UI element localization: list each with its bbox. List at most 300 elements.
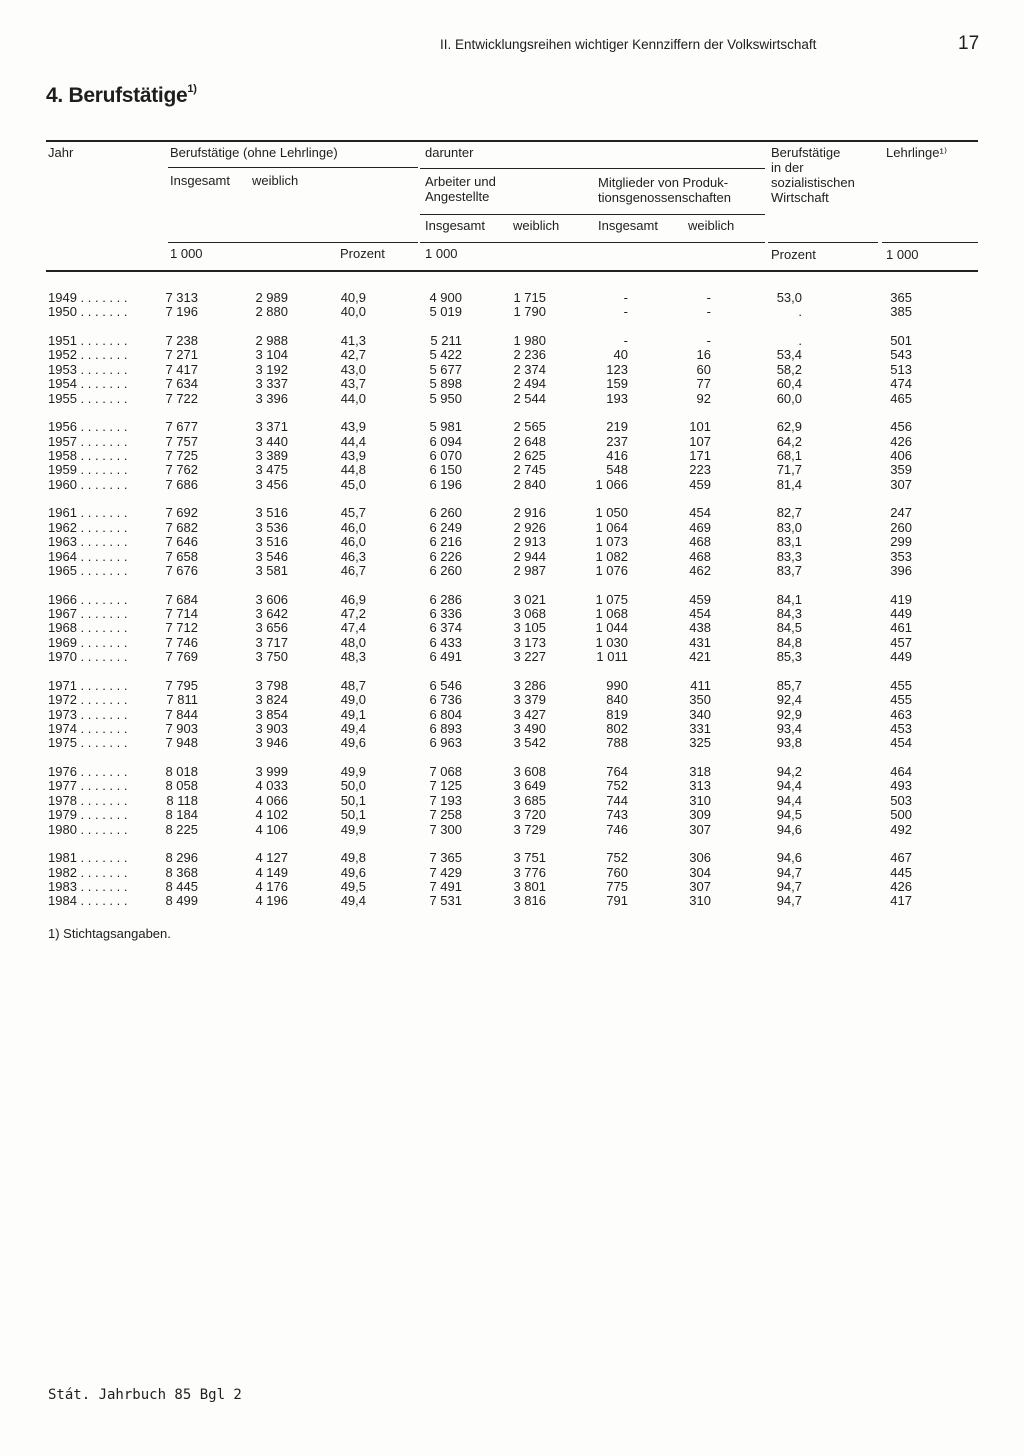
- cell-weiblich-prozent: 46,3: [340, 548, 366, 564]
- table-row: [0, 707, 1024, 722]
- table-row: [0, 865, 1024, 880]
- cell-berufstaetige-weiblich: 4 127: [255, 850, 288, 866]
- cell-lehrlinge: 455: [890, 692, 912, 708]
- cell-weiblich-prozent: 41,3: [340, 333, 366, 348]
- table-row: [0, 735, 1024, 750]
- cell-year: 1960 . . . . . . .: [48, 476, 128, 492]
- cell-mitglieder-weiblich: 421: [689, 649, 711, 665]
- cell-mitglieder-insgesamt: 1 011: [596, 649, 628, 665]
- cell-weiblich-prozent: 43,7: [340, 376, 366, 392]
- cell-mitglieder-weiblich: 325: [689, 735, 711, 751]
- unit-prozent-a: Prozent: [340, 246, 385, 261]
- table-row: [0, 419, 1024, 434]
- cell-arbeiter-weiblich: 2 913: [513, 534, 546, 550]
- cell-mitglieder-weiblich: 468: [689, 534, 711, 550]
- table-row: [0, 434, 1024, 449]
- cell-arbeiter-insgesamt: 7 429: [429, 864, 462, 880]
- cell-berufstaetige-weiblich: 2 989: [255, 290, 288, 305]
- cell-weiblich-prozent: 44,8: [340, 462, 366, 478]
- cell-weiblich-prozent: 48,7: [340, 677, 366, 693]
- cell-berufstaetige-insgesamt: 8 184: [165, 807, 198, 823]
- table-row: [0, 563, 1024, 578]
- title-footnote-marker: 1): [187, 83, 197, 95]
- cell-mitglieder-weiblich: 313: [689, 778, 711, 794]
- cell-year: 1974 . . . . . . .: [48, 721, 128, 736]
- unit-1000-b: 1 000: [425, 246, 458, 261]
- cell-mitglieder-weiblich: 468: [689, 548, 711, 564]
- cell-mitglieder-insgesamt: 760: [606, 864, 628, 880]
- cell-lehrlinge: 359: [890, 462, 912, 478]
- cell-sozialistisch-prozent: .: [798, 333, 802, 348]
- cell-mitglieder-insgesamt: 775: [606, 879, 628, 894]
- cell-mitglieder-insgesamt: 416: [606, 448, 628, 463]
- table-row: [0, 549, 1024, 564]
- table-row: [0, 376, 1024, 391]
- cell-berufstaetige-weiblich: 2 988: [255, 333, 288, 348]
- cell-lehrlinge: 455: [890, 677, 912, 693]
- cell-berufstaetige-insgesamt: 8 368: [165, 864, 198, 880]
- cell-berufstaetige-weiblich: 3 854: [255, 706, 288, 722]
- cell-weiblich-prozent: 43,9: [340, 448, 366, 463]
- table-row: [0, 290, 1024, 305]
- cell-berufstaetige-weiblich: 3 903: [255, 721, 288, 736]
- cell-arbeiter-insgesamt: 6 963: [429, 735, 462, 751]
- cell-mitglieder-weiblich: 310: [689, 893, 711, 909]
- cell-sozialistisch-prozent: 83,1: [776, 534, 802, 550]
- cell-arbeiter-weiblich: 2 840: [513, 476, 546, 492]
- cell-arbeiter-weiblich: 3 379: [513, 692, 546, 708]
- cell-berufstaetige-weiblich: 4 196: [255, 893, 288, 909]
- cell-mitglieder-insgesamt: 744: [606, 792, 628, 808]
- cell-berufstaetige-weiblich: 3 642: [255, 606, 288, 621]
- cell-lehrlinge: 247: [890, 505, 912, 521]
- cell-lehrlinge: 464: [890, 764, 912, 779]
- cell-sozialistisch-prozent: 53,4: [776, 347, 802, 363]
- cell-arbeiter-insgesamt: 7 068: [429, 764, 462, 779]
- cell-berufstaetige-weiblich: 3 999: [255, 764, 288, 779]
- rule-unit-c: [768, 242, 878, 243]
- cell-mitglieder-weiblich: 431: [689, 634, 711, 650]
- cell-berufstaetige-insgesamt: 7 844: [165, 706, 198, 722]
- cell-arbeiter-weiblich: 2 565: [513, 419, 546, 435]
- cell-berufstaetige-weiblich: 3 516: [255, 505, 288, 521]
- cell-year: 1954 . . . . . . .: [48, 376, 128, 392]
- cell-sozialistisch-prozent: 53,0: [776, 290, 802, 305]
- cell-year: 1949 . . . . . . .: [48, 290, 128, 305]
- cell-weiblich-prozent: 43,0: [340, 361, 366, 377]
- cell-year: 1951 . . . . . . .: [48, 333, 128, 348]
- table-header-bottom-rule: [46, 270, 978, 272]
- cell-sozialistisch-prozent: 82,7: [776, 505, 802, 521]
- cell-arbeiter-insgesamt: 6 546: [429, 677, 462, 693]
- cell-sozialistisch-prozent: 92,4: [776, 692, 802, 708]
- cell-arbeiter-insgesamt: 6 196: [429, 476, 462, 492]
- table-row: [0, 606, 1024, 621]
- cell-berufstaetige-insgesamt: 7 722: [165, 390, 198, 406]
- cell-mitglieder-insgesamt: 791: [606, 893, 628, 909]
- cell-berufstaetige-weiblich: 4 106: [255, 821, 288, 837]
- cell-year: 1967 . . . . . . .: [48, 606, 128, 621]
- cell-lehrlinge: 461: [890, 620, 912, 636]
- cell-year: 1955 . . . . . . .: [48, 390, 128, 406]
- cell-mitglieder-weiblich: 101: [689, 419, 711, 435]
- cell-lehrlinge: 353: [890, 548, 912, 564]
- cell-berufstaetige-insgesamt: 7 686: [165, 476, 198, 492]
- cell-sozialistisch-prozent: 94,7: [776, 879, 802, 894]
- cell-lehrlinge: 406: [890, 448, 912, 463]
- cell-berufstaetige-insgesamt: 7 948: [165, 735, 198, 751]
- col-header-berufstaetige: Berufstätige (ohne Lehrlinge): [170, 145, 338, 160]
- cell-arbeiter-weiblich: 3 227: [513, 649, 546, 665]
- cell-sozialistisch-prozent: 83,3: [776, 548, 802, 564]
- col-header-jahr: Jahr: [48, 145, 74, 160]
- cell-weiblich-prozent: 49,4: [340, 721, 366, 736]
- cell-lehrlinge: 385: [890, 304, 912, 320]
- table-row: [0, 879, 1024, 894]
- cell-lehrlinge: 503: [890, 792, 912, 808]
- cell-arbeiter-insgesamt: 5 981: [429, 419, 462, 435]
- cell-arbeiter-weiblich: 1 715: [513, 290, 546, 305]
- cell-lehrlinge: 474: [890, 376, 912, 392]
- cell-lehrlinge: 426: [890, 433, 912, 449]
- cell-berufstaetige-insgesamt: 7 746: [165, 634, 198, 650]
- cell-mitglieder-insgesamt: 1 075: [595, 591, 628, 607]
- cell-sozialistisch-prozent: 83,7: [776, 563, 802, 578]
- cell-sozialistisch-prozent: 94,6: [776, 821, 802, 837]
- cell-berufstaetige-insgesamt: 7 757: [165, 433, 198, 449]
- cell-mitglieder-weiblich: 16: [696, 347, 711, 363]
- cell-berufstaetige-insgesamt: 8 499: [165, 893, 198, 909]
- cell-mitglieder-weiblich: 307: [689, 879, 711, 894]
- cell-arbeiter-weiblich: 2 944: [513, 548, 546, 564]
- table-row: [0, 477, 1024, 492]
- cell-arbeiter-insgesamt: 6 260: [429, 563, 462, 578]
- cell-mitglieder-insgesamt: 746: [606, 821, 628, 837]
- cell-arbeiter-weiblich: 3 685: [513, 792, 546, 808]
- cell-mitglieder-insgesamt: -: [623, 304, 628, 320]
- cell-arbeiter-weiblich: 2 648: [513, 433, 546, 449]
- cell-berufstaetige-weiblich: 3 371: [255, 419, 288, 435]
- cell-lehrlinge: 454: [890, 735, 912, 751]
- cell-mitglieder-insgesamt: -: [623, 333, 628, 348]
- cell-sozialistisch-prozent: 71,7: [776, 462, 802, 478]
- cell-mitglieder-insgesamt: 1 076: [595, 563, 628, 578]
- footnote: 1) Stichtagsangaben.: [48, 926, 171, 941]
- cell-berufstaetige-insgesamt: 8 058: [165, 778, 198, 794]
- cell-weiblich-prozent: 48,3: [340, 649, 366, 665]
- cell-arbeiter-weiblich: 3 427: [513, 706, 546, 722]
- cell-berufstaetige-weiblich: 3 946: [255, 735, 288, 751]
- cell-mitglieder-insgesamt: 840: [606, 692, 628, 708]
- cell-mitglieder-weiblich: 304: [689, 864, 711, 880]
- cell-arbeiter-weiblich: 1 980: [513, 333, 546, 348]
- cell-year: 1971 . . . . . . .: [48, 677, 128, 693]
- cell-arbeiter-insgesamt: 6 286: [429, 591, 462, 607]
- cell-berufstaetige-insgesamt: 7 658: [165, 548, 198, 564]
- cell-year: 1984 . . . . . . .: [48, 893, 128, 909]
- cell-lehrlinge: 419: [890, 591, 912, 607]
- cell-mitglieder-weiblich: 310: [689, 792, 711, 808]
- cell-weiblich-prozent: 50,1: [340, 807, 366, 823]
- cell-berufstaetige-weiblich: 3 456: [255, 476, 288, 492]
- cell-year: 1976 . . . . . . .: [48, 764, 128, 779]
- cell-sozialistisch-prozent: 64,2: [776, 433, 802, 449]
- cell-mitglieder-insgesamt: 1 044: [595, 620, 628, 636]
- cell-year: 1977 . . . . . . .: [48, 778, 128, 794]
- cell-arbeiter-insgesamt: 5 950: [429, 390, 462, 406]
- cell-berufstaetige-weiblich: 4 033: [255, 778, 288, 794]
- unit-prozent-b: Prozent: [771, 247, 816, 262]
- cell-sozialistisch-prozent: 94,6: [776, 850, 802, 866]
- cell-weiblich-prozent: 49,1: [340, 706, 366, 722]
- cell-year: 1983 . . . . . . .: [48, 879, 128, 894]
- cell-berufstaetige-weiblich: 3 606: [255, 591, 288, 607]
- cell-mitglieder-insgesamt: 40: [613, 347, 628, 363]
- cell-lehrlinge: 426: [890, 879, 912, 894]
- cell-lehrlinge: 453: [890, 721, 912, 736]
- cell-weiblich-prozent: 49,4: [340, 893, 366, 909]
- cell-arbeiter-insgesamt: 6 260: [429, 505, 462, 521]
- cell-weiblich-prozent: 44,4: [340, 433, 366, 449]
- cell-mitglieder-insgesamt: 1 073: [595, 534, 628, 550]
- cell-sozialistisch-prozent: 58,2: [776, 361, 802, 377]
- cell-sozialistisch-prozent: 93,8: [776, 735, 802, 751]
- cell-mitglieder-insgesamt: 802: [606, 721, 628, 736]
- cell-sozialistisch-prozent: 92,9: [776, 706, 802, 722]
- cell-mitglieder-weiblich: 469: [689, 519, 711, 535]
- cell-arbeiter-weiblich: 3 751: [513, 850, 546, 866]
- cell-sozialistisch-prozent: 94,5: [776, 807, 802, 823]
- rule-darunter-sub: [420, 214, 765, 215]
- table-row: [0, 448, 1024, 463]
- cell-arbeiter-insgesamt: 7 365: [429, 850, 462, 866]
- cell-berufstaetige-weiblich: 4 149: [255, 864, 288, 880]
- cell-berufstaetige-weiblich: 3 717: [255, 634, 288, 650]
- cell-berufstaetige-insgesamt: 8 225: [165, 821, 198, 837]
- cell-berufstaetige-insgesamt: 7 271: [165, 347, 198, 363]
- cell-berufstaetige-weiblich: 3 389: [255, 448, 288, 463]
- cell-berufstaetige-insgesamt: 7 196: [165, 304, 198, 320]
- cell-mitglieder-weiblich: 438: [689, 620, 711, 636]
- cell-berufstaetige-weiblich: 2 880: [255, 304, 288, 320]
- footer-text: Stát. Jahrbuch 85 Bgl 2: [48, 1387, 242, 1403]
- cell-weiblich-prozent: 49,9: [340, 764, 366, 779]
- cell-arbeiter-insgesamt: 5 422: [429, 347, 462, 363]
- cell-berufstaetige-insgesamt: 7 682: [165, 519, 198, 535]
- cell-berufstaetige-insgesamt: 7 712: [165, 620, 198, 636]
- table-row: [0, 620, 1024, 635]
- cell-lehrlinge: 501: [890, 333, 912, 348]
- cell-berufstaetige-insgesamt: 7 795: [165, 677, 198, 693]
- cell-arbeiter-weiblich: 3 542: [513, 735, 546, 751]
- cell-lehrlinge: 457: [890, 634, 912, 650]
- cell-year: 1959 . . . . . . .: [48, 462, 128, 478]
- table-row: [0, 304, 1024, 319]
- cell-year: 1953 . . . . . . .: [48, 361, 128, 377]
- cell-weiblich-prozent: 40,0: [340, 304, 366, 320]
- cell-mitglieder-insgesamt: 743: [606, 807, 628, 823]
- table-row: [0, 793, 1024, 808]
- cell-mitglieder-weiblich: 171: [689, 448, 711, 463]
- cell-weiblich-prozent: 44,0: [340, 390, 366, 406]
- cell-berufstaetige-insgesamt: 7 684: [165, 591, 198, 607]
- cell-sozialistisch-prozent: .: [798, 304, 802, 320]
- cell-arbeiter-weiblich: 3 801: [513, 879, 546, 894]
- col-header-darunter: darunter: [425, 145, 474, 160]
- cell-berufstaetige-weiblich: 3 337: [255, 376, 288, 392]
- cell-weiblich-prozent: 47,2: [340, 606, 366, 621]
- cell-arbeiter-weiblich: 3 816: [513, 893, 546, 909]
- cell-mitglieder-weiblich: -: [706, 290, 711, 305]
- cell-arbeiter-insgesamt: 5 677: [429, 361, 462, 377]
- cell-sozialistisch-prozent: 94,7: [776, 893, 802, 909]
- table-row: [0, 391, 1024, 406]
- cell-weiblich-prozent: 42,7: [340, 347, 366, 363]
- table-row: [0, 333, 1024, 348]
- cell-mitglieder-weiblich: 411: [690, 677, 711, 693]
- cell-lehrlinge: 467: [890, 850, 912, 866]
- cell-berufstaetige-insgesamt: 8 118: [166, 792, 198, 808]
- cell-berufstaetige-weiblich: 3 750: [255, 649, 288, 665]
- cell-mitglieder-weiblich: 307: [689, 821, 711, 837]
- cell-arbeiter-insgesamt: 6 804: [429, 706, 462, 722]
- table-row: [0, 635, 1024, 650]
- cell-lehrlinge: 456: [890, 419, 912, 435]
- cell-weiblich-prozent: 49,0: [340, 692, 366, 708]
- cell-year: 1966 . . . . . . .: [48, 591, 128, 607]
- cell-sozialistisch-prozent: 60,0: [776, 390, 802, 406]
- cell-berufstaetige-insgesamt: 7 903: [165, 721, 198, 736]
- cell-berufstaetige-insgesamt: 7 417: [165, 361, 198, 377]
- cell-mitglieder-weiblich: 309: [689, 807, 711, 823]
- unit-1000-a: 1 000: [170, 246, 203, 261]
- cell-arbeiter-weiblich: 3 490: [513, 721, 546, 736]
- cell-mitglieder-insgesamt: 1 030: [595, 634, 628, 650]
- col-header-sozialistisch: Berufstätige in der sozialistischen Wirtschaft: [771, 145, 855, 205]
- cell-arbeiter-weiblich: 3 286: [513, 677, 546, 693]
- cell-arbeiter-insgesamt: 6 249: [429, 519, 462, 535]
- cell-year: 1962 . . . . . . .: [48, 519, 128, 535]
- cell-berufstaetige-insgesamt: 7 646: [165, 534, 198, 550]
- cell-weiblich-prozent: 45,7: [340, 505, 366, 521]
- cell-sozialistisch-prozent: 83,0: [776, 519, 802, 535]
- cell-arbeiter-insgesamt: 5 898: [429, 376, 462, 392]
- table-row: [0, 678, 1024, 693]
- cell-arbeiter-insgesamt: 6 094: [429, 433, 462, 449]
- cell-arbeiter-weiblich: 3 068: [513, 606, 546, 621]
- cell-mitglieder-weiblich: 306: [689, 850, 711, 866]
- cell-arbeiter-insgesamt: 7 491: [429, 879, 462, 894]
- cell-sozialistisch-prozent: 93,4: [776, 721, 802, 736]
- table-row: [0, 692, 1024, 707]
- cell-year: 1972 . . . . . . .: [48, 692, 128, 708]
- cell-sozialistisch-prozent: 94,4: [776, 792, 802, 808]
- cell-mitglieder-weiblich: 223: [689, 462, 711, 478]
- cell-berufstaetige-weiblich: 3 581: [255, 563, 288, 578]
- cell-sozialistisch-prozent: 84,1: [776, 591, 802, 607]
- table-row: [0, 807, 1024, 822]
- cell-lehrlinge: 445: [890, 864, 912, 880]
- cell-sozialistisch-prozent: 68,1: [776, 448, 802, 463]
- cell-weiblich-prozent: 50,0: [340, 778, 366, 794]
- cell-mitglieder-weiblich: -: [706, 333, 711, 348]
- cell-arbeiter-weiblich: 3 776: [513, 864, 546, 880]
- cell-year: 1975 . . . . . . .: [48, 735, 128, 751]
- cell-mitglieder-insgesamt: 788: [606, 735, 628, 751]
- rule-berufstaetige-group: [168, 167, 418, 168]
- cell-year: 1950 . . . . . . .: [48, 304, 128, 320]
- cell-arbeiter-insgesamt: 6 893: [429, 721, 462, 736]
- cell-sozialistisch-prozent: 81,4: [776, 476, 802, 492]
- cell-sozialistisch-prozent: 84,8: [776, 634, 802, 650]
- rule-unit-b: [420, 242, 765, 243]
- cell-year: 1970 . . . . . . .: [48, 649, 128, 665]
- cell-arbeiter-weiblich: 3 105: [513, 620, 546, 636]
- cell-berufstaetige-weiblich: 3 546: [255, 548, 288, 564]
- table-top-rule: [46, 140, 978, 142]
- cell-mitglieder-insgesamt: 548: [606, 462, 628, 478]
- cell-lehrlinge: 449: [890, 649, 912, 665]
- cell-berufstaetige-weiblich: 4 066: [255, 792, 288, 808]
- cell-arbeiter-weiblich: 3 173: [513, 634, 546, 650]
- cell-year: 1978 . . . . . . .: [48, 792, 128, 808]
- cell-arbeiter-insgesamt: 6 491: [429, 649, 462, 665]
- cell-arbeiter-weiblich: 2 987: [513, 563, 546, 578]
- table-row: [0, 462, 1024, 477]
- cell-arbeiter-insgesamt: 4 900: [429, 290, 462, 305]
- cell-berufstaetige-insgesamt: 7 676: [165, 563, 198, 578]
- cell-berufstaetige-weiblich: 4 176: [255, 879, 288, 894]
- rule-unit-a: [168, 242, 418, 243]
- cell-berufstaetige-insgesamt: 7 677: [165, 419, 198, 435]
- cell-sozialistisch-prozent: 84,5: [776, 620, 802, 636]
- cell-berufstaetige-insgesamt: 7 634: [165, 376, 198, 392]
- cell-sozialistisch-prozent: 60,4: [776, 376, 802, 392]
- cell-mitglieder-insgesamt: 123: [606, 361, 628, 377]
- cell-arbeiter-weiblich: 2 494: [513, 376, 546, 392]
- cell-lehrlinge: 417: [890, 893, 912, 909]
- cell-mitglieder-insgesamt: 1 082: [595, 548, 628, 564]
- cell-mitglieder-insgesamt: 1 068: [595, 606, 628, 621]
- cell-weiblich-prozent: 46,7: [340, 563, 366, 578]
- cell-mitglieder-insgesamt: 1 050: [595, 505, 628, 521]
- unit-1000-c: 1 000: [886, 247, 919, 262]
- table-row: [0, 850, 1024, 865]
- cell-year: 1963 . . . . . . .: [48, 534, 128, 550]
- cell-lehrlinge: 500: [890, 807, 912, 823]
- col-header-weiblich: weiblich: [252, 173, 299, 188]
- cell-mitglieder-weiblich: 92: [696, 390, 711, 406]
- cell-sozialistisch-prozent: 84,3: [776, 606, 802, 621]
- cell-mitglieder-insgesamt: 764: [606, 764, 628, 779]
- cell-mitglieder-weiblich: 60: [696, 361, 711, 377]
- cell-year: 1957 . . . . . . .: [48, 433, 128, 449]
- cell-year: 1981 . . . . . . .: [48, 850, 128, 866]
- cell-year: 1956 . . . . . . .: [48, 419, 128, 435]
- cell-lehrlinge: 260: [890, 519, 912, 535]
- cell-weiblich-prozent: 43,9: [340, 419, 366, 435]
- cell-berufstaetige-weiblich: 3 104: [255, 347, 288, 363]
- table-row: [0, 778, 1024, 793]
- table-row: [0, 347, 1024, 362]
- cell-arbeiter-weiblich: 3 021: [513, 591, 546, 607]
- cell-arbeiter-weiblich: 2 926: [513, 519, 546, 535]
- cell-mitglieder-insgesamt: 237: [606, 433, 628, 449]
- cell-berufstaetige-weiblich: 3 824: [255, 692, 288, 708]
- cell-arbeiter-insgesamt: 6 150: [429, 462, 462, 478]
- col-header-arbeiter-insgesamt: Insgesamt: [425, 218, 485, 233]
- cell-weiblich-prozent: 46,0: [340, 534, 366, 550]
